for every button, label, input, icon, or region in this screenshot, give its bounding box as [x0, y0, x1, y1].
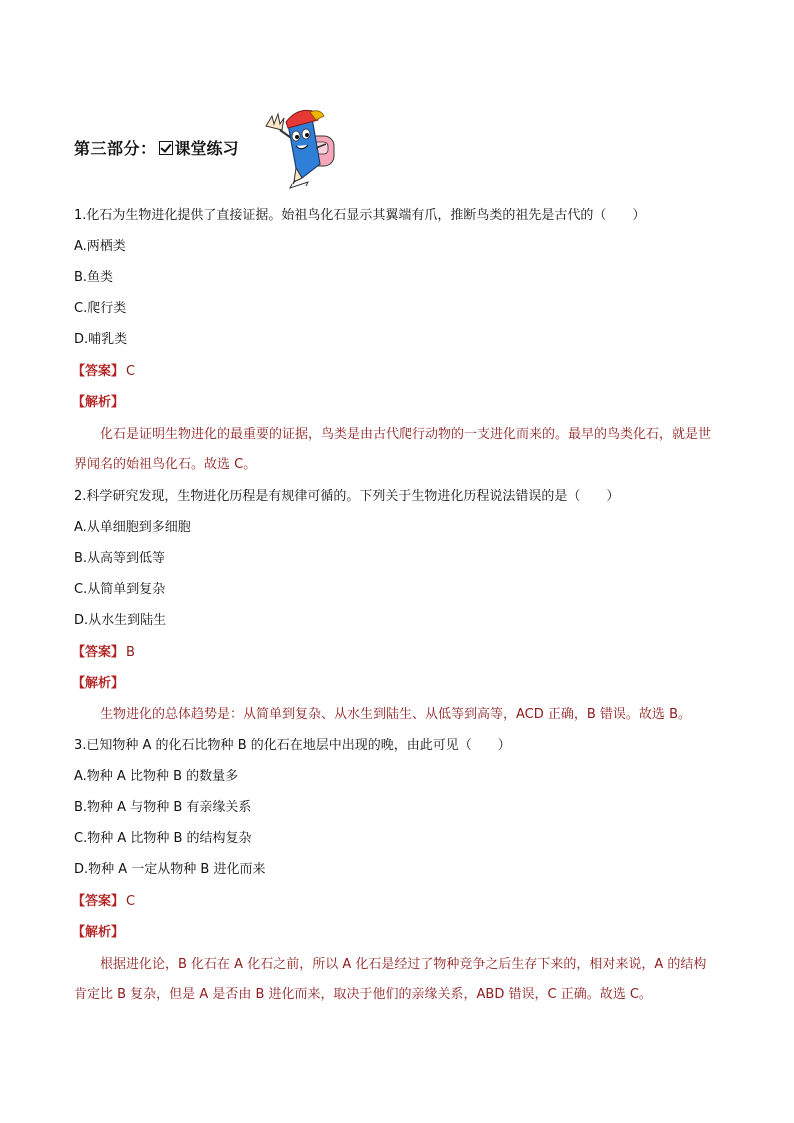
section-header [74, 136, 239, 159]
option-item: A.两栖类 [74, 239, 126, 254]
option-item: D.哺乳类 [74, 332, 128, 347]
question-stem: 2.科学研究发现，生物进化历程是有规律可循的。下列关于生物进化历程说法错误的是（ ） [74, 489, 620, 504]
answer-label: 【答案】 [72, 894, 125, 909]
analysis-text: 化石是证明生物进化的最重要的证据，鸟类是由古代爬行动物的一支进化而来的。最早的鸟类化石，就是世界闻名的始祖鸟化石。故选 C。 [74, 427, 712, 472]
question-stem: 1.化石为生物进化提供了直接证据。始祖鸟化石显示其翼端有爪，推断鸟类的祖先是古代的（ ） [74, 208, 646, 223]
section-title: 第三部分： [74, 139, 157, 158]
answer-row [72, 644, 135, 662]
option-item: C.物种 A 比物种 B 的结构复杂 [74, 831, 252, 846]
option-item: C.爬行类 [74, 301, 127, 316]
checkbox-icon [159, 141, 173, 155]
answer-label: 【答案】 [72, 364, 125, 379]
option-item: B.物种 A 与物种 B 有亲缘关系 [74, 800, 252, 815]
option-item: A.物种 A 比物种 B 的数量多 [74, 769, 239, 784]
analysis-row [72, 394, 124, 412]
analysis-label: 【解析】 [72, 395, 125, 410]
section-subtitle: 课堂练习 [174, 139, 239, 158]
option-item: B.鱼类 [74, 270, 114, 285]
answer-row [72, 893, 135, 911]
option-item: D.物种 A 一定从物种 B 进化而来 [74, 862, 266, 877]
answer-value: C [126, 894, 136, 909]
pencil-mascot-icon [262, 104, 342, 190]
option-item: D.从水生到陆生 [74, 613, 167, 628]
option-item: A.从单细胞到多细胞 [74, 520, 191, 535]
question-stem: 3.已知物种 A 的化石比物种 B 的化石在地层中出现的晚，由此可见（ ） [74, 738, 511, 753]
analysis-text: 生物进化的总体趋势是：从简单到复杂、从水生到陆生、从低等到高等，ACD 正确，B 错误。故选 B。 [100, 707, 691, 722]
answer-value: C [126, 364, 136, 379]
analysis-row [72, 924, 124, 942]
answer-label: 【答案】 [72, 645, 125, 660]
option-item: C.从简单到复杂 [74, 582, 166, 597]
section-subtitle-wrap [157, 136, 239, 159]
answer-row [72, 363, 135, 381]
analysis-text: 根据进化论，B 化石在 A 化石之前，所以 A 化石是经过了物种竞争之后生存下来的，相对来说，A 的结构肯定比 B 复杂，但是 A 是否由 B 进化而来，取决于他们的亲缘关系，ABD 错误，C 正确。故选 C。 [74, 957, 707, 1002]
option-item: B.从高等到低等 [74, 551, 166, 566]
analysis-label: 【解析】 [72, 676, 125, 691]
analysis-row [72, 675, 124, 693]
analysis-label: 【解析】 [72, 925, 125, 940]
answer-value: B [126, 645, 135, 660]
